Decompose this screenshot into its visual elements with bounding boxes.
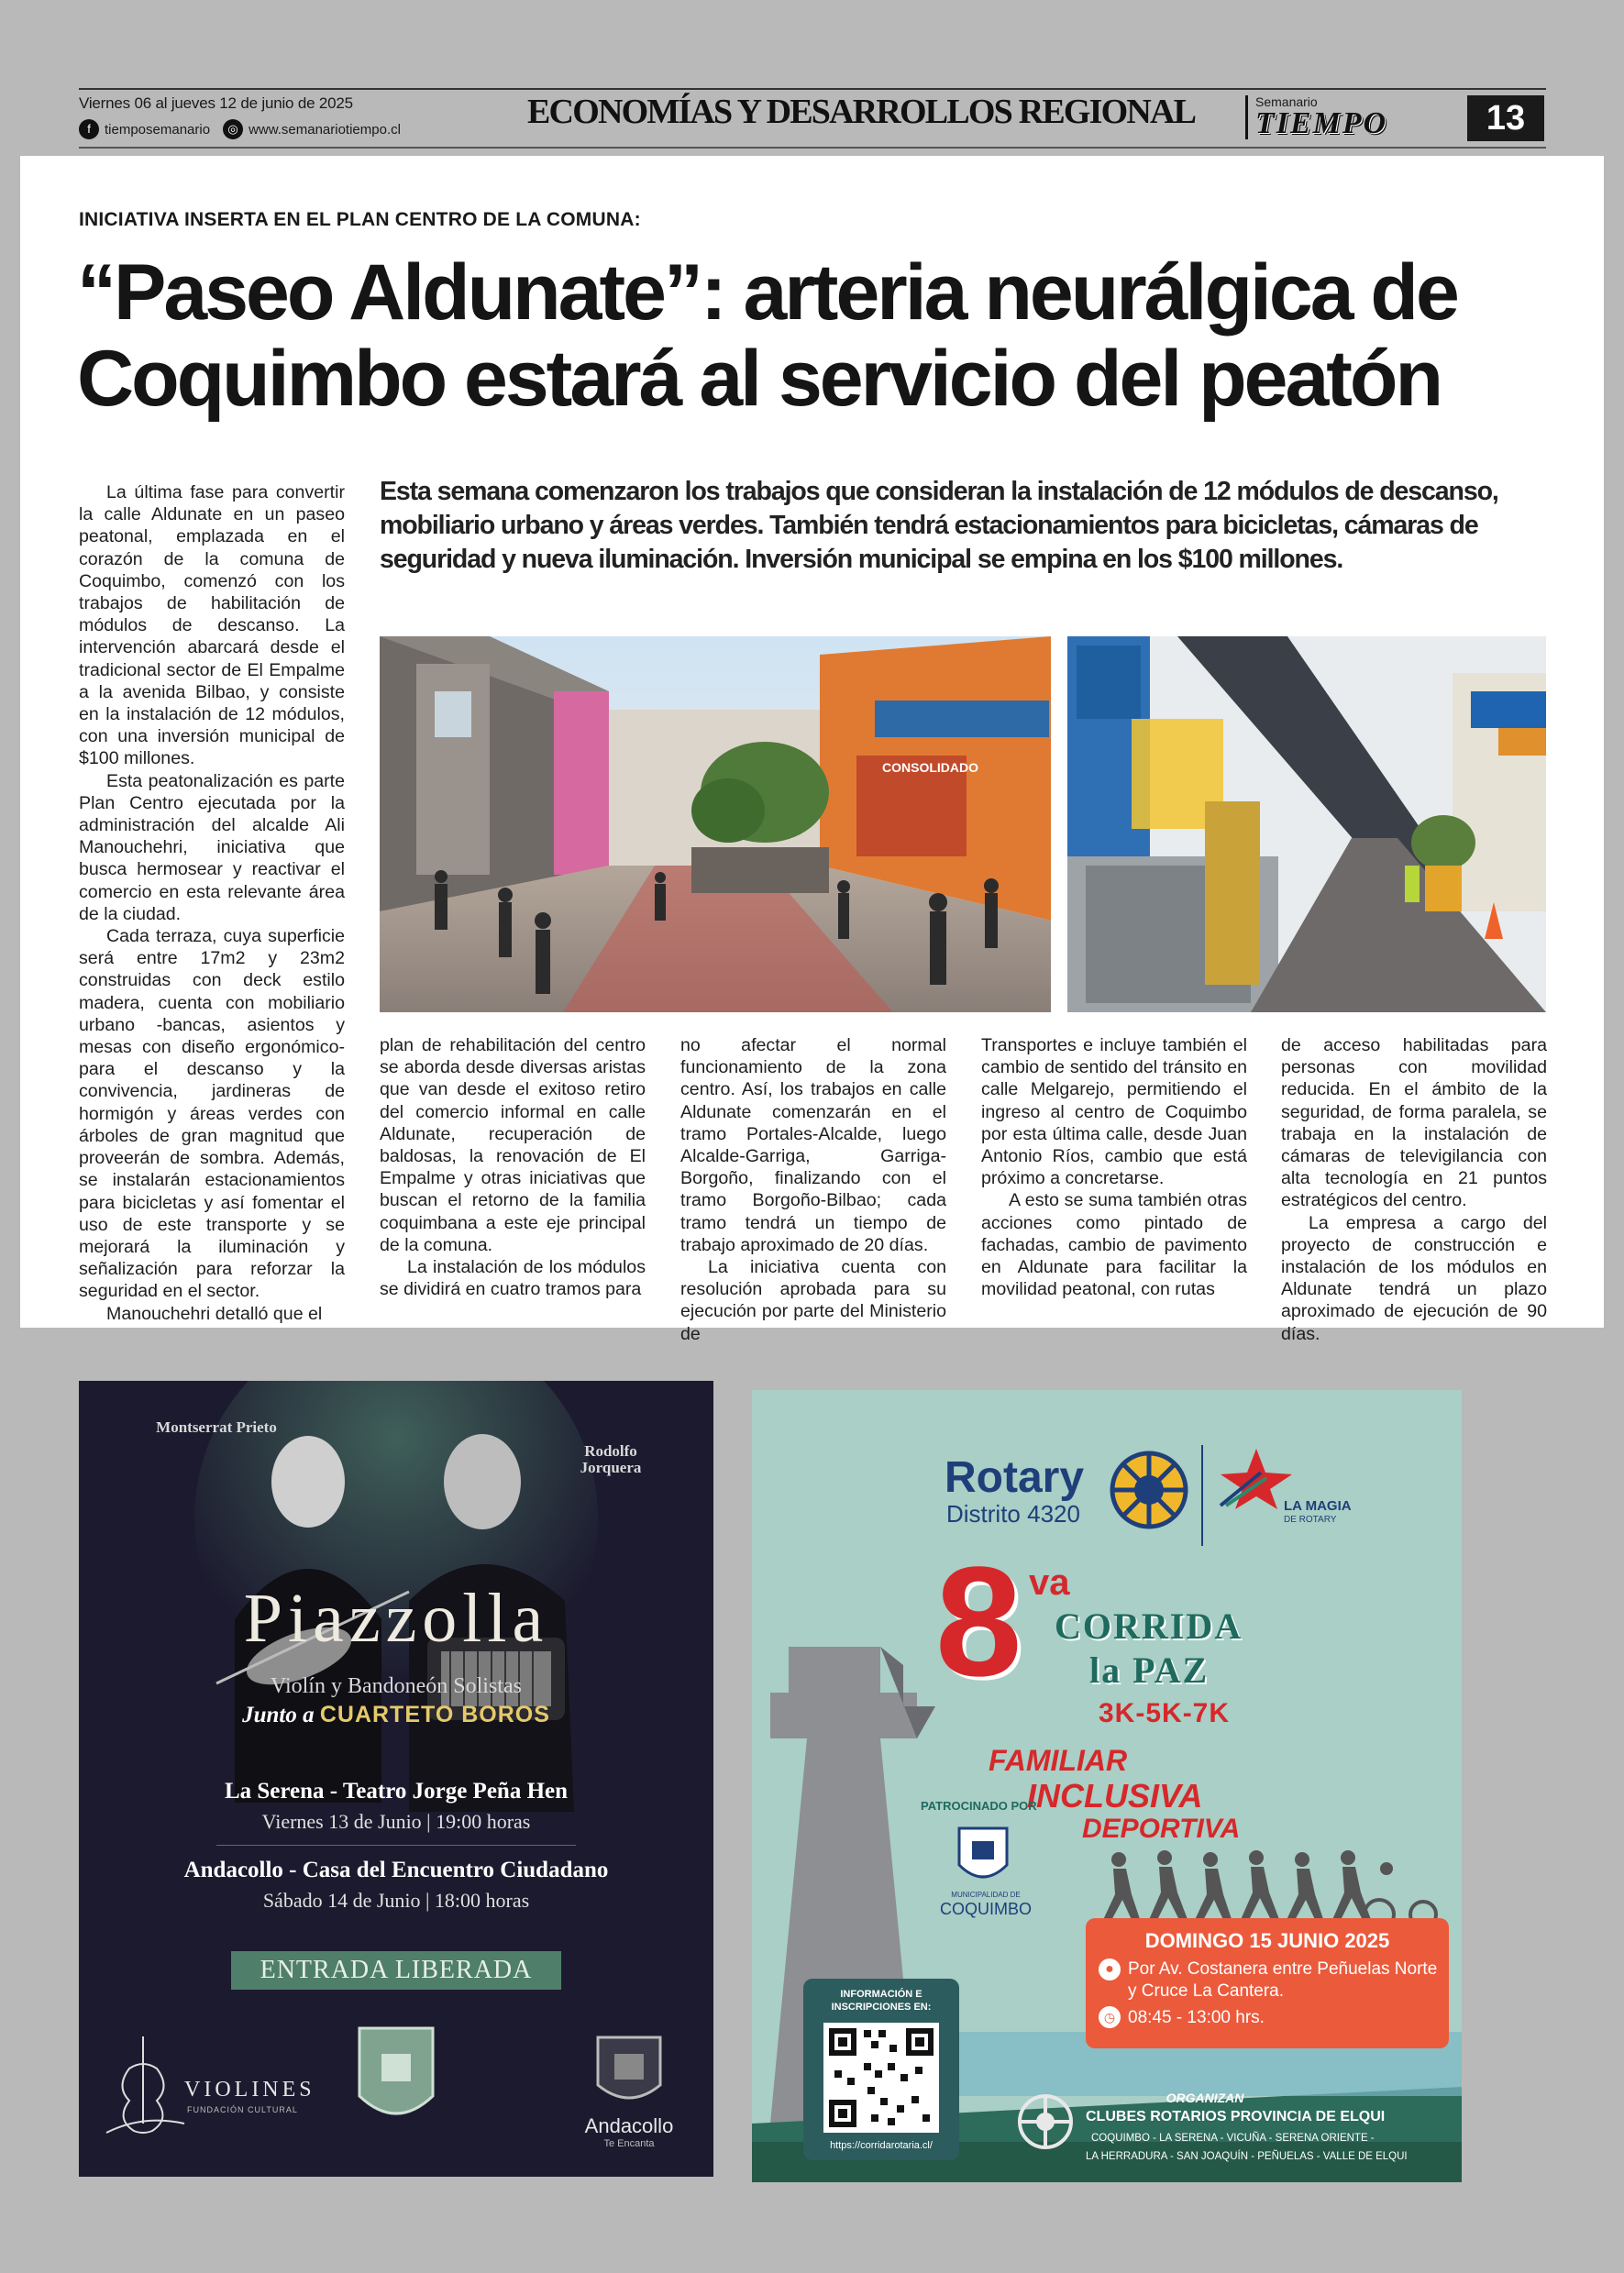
concert-title: Piazzolla (243, 1580, 549, 1657)
magia-label: LA MAGIA (1284, 1498, 1352, 1514)
event-title-2: la PAZ (1089, 1650, 1210, 1691)
clubs-line-1: COQUIMBO - LA SERENA - VICUÑA - SERENA ORIENTE - (1091, 2133, 1375, 2144)
rotary-logo-text: Rotary (945, 1453, 1085, 1502)
website-link[interactable]: ◎ www.semanariotiempo.cl (223, 119, 401, 139)
rotary-wheel-small-icon (1016, 2092, 1075, 2151)
ad-rotary-race[interactable] (752, 1390, 1462, 2182)
tag-familiar: FAMILIAR (989, 1744, 1128, 1777)
andacollo-logo: Andacollo (584, 2114, 674, 2137)
issue-date: Viernes 06 al jueves 12 de junio de 2025 (79, 94, 353, 112)
social-links (79, 119, 401, 139)
edition-ordinal: va (1029, 1562, 1070, 1603)
registration-url[interactable]: https://corridarotaria.cl/ (830, 2140, 933, 2151)
tag-deportiva: DEPORTIVA (1082, 1814, 1241, 1844)
paragraph: La iniciativa cuenta con resolución aprobada para su ejecución por parte del Ministerio de (680, 1257, 946, 1344)
shop-sign: CONSOLIDADO (882, 760, 978, 775)
magia-sub: DE ROTARY (1284, 1515, 1337, 1525)
violines-logo: VIOLINES (184, 2078, 315, 2102)
article-kicker: INICIATIVA INSERTA EN EL PLAN CENTRO DE LA COMUNA: (79, 209, 641, 230)
article-headline: “Paseo Aldunate”: arteria neurálgica de Coquimbo estará al servicio del peatón (77, 248, 1457, 423)
paragraph: La empresa a cargo del proyecto de construcción e instalación de los módulos en Aldunate tendrá un plazo aproximado de ejecución de 90 días. (1281, 1212, 1547, 1344)
event-time: 08:45 - 13:00 hrs. (1128, 2008, 1265, 2027)
article-column-4 (981, 1034, 1247, 1300)
andacollo-crest-icon (592, 2032, 666, 2113)
header-rule-top (79, 88, 1546, 90)
facebook-link[interactable]: f tiemposemanario (79, 119, 210, 139)
location-pin-icon: ● (1099, 1959, 1121, 1981)
tag-inclusiva: INCLUSIVA (1027, 1777, 1203, 1815)
clubs-line-2: LA HERRADURA - SAN JOAQUÍN - PEÑUELAS - VALLE DE ELQUI (1086, 2151, 1408, 2162)
paragraph: plan de rehabilitación del centro se aborda desde diversas aristas que van desde el exitoso retiro del comercio informal en calle Aldunate, recuperación de baldosas, la renovación de El Empalme y otras iniciativas que buscan el retorno de la familia coquimbana a este eje principal de la comuna. (380, 1035, 646, 1255)
page-number: 13 (1467, 95, 1544, 141)
qr-code-icon[interactable] (823, 2023, 939, 2133)
date-andacollo: Sábado 14 de Junio | 18:00 horas (262, 1889, 530, 1912)
event-title-1: CORRIDA (1055, 1605, 1243, 1647)
article-column-5 (1281, 1034, 1547, 1345)
rotary-wheel-icon (1108, 1449, 1190, 1531)
masthead-logo: Semanario TIEMPO (1245, 95, 1387, 139)
organizer-label: ORGANIZAN (1166, 2091, 1244, 2105)
event-location: Por Av. Costanera entre Peñuelas Norte y Cruce La Cantera. (1128, 1959, 1438, 2001)
violin-logo-icon (97, 2032, 189, 2142)
paragraph: Transportes e incluye también el cambio de sentido del tránsito en calle Melgarejo, permitiendo el ingreso al centro de Coquimbo por esta última calle, desde Juan Antonio Ríos, cambio que está próximo a concretarse. (981, 1035, 1247, 1189)
edition-number: 8 (935, 1535, 1022, 1709)
paragraph: La instalación de los módulos se dividirá en cuatro tramos para (380, 1257, 646, 1300)
article-column-1 (79, 481, 345, 1325)
article-column-2 (380, 1034, 646, 1300)
event-date: DOMINGO 15 JUNIO 2025 (1144, 1929, 1390, 1952)
concert-subtitle: Violín y Bandoneón Solistas (271, 1674, 522, 1698)
performer-violin: Montserrat Prieto (156, 1418, 277, 1436)
date-la-serena: Viernes 13 de Junio | 19:00 horas (261, 1810, 531, 1833)
coquimbo-crest-icon (956, 1825, 1011, 1891)
paragraph: A esto se suma también otras acciones como pintado de fachadas, cambio de pavimento en Aldunate para facilitar la movilidad peatonal, con rutas (981, 1190, 1247, 1300)
paragraph: La última fase para convertir la calle Aldunate en un paseo peatonal, emplazada en el corazón de la comuna de Coquimbo, comenzó con los trabajos de habilitación de módulos de descanso. La intervención abarcará desde el tradicional sector de El Empalme a la avenida Bilbao, y consiste en la instalación de 12 módulos, con una inversión municipal de $100 millones. (79, 482, 345, 769)
sponsor-name: COQUIMBO (939, 1900, 1032, 1918)
section-title: ECONOMÍAS Y DESARROLLOS REGIONAL (527, 93, 1196, 131)
paragraph: no afectar el normal funcionamiento de la zona centro. Así, los trabajos en calle Aldunate comenzarán en el tramo Portales-Alcalde, luego Alcalde-Garriga, Garriga-Borgoño, finalizando con el tramo Borgoño-Bilbao; cada tramo tendrá un tiempo de trabajo aproximado de 20 días. (680, 1035, 946, 1255)
globe-icon: ◎ (223, 119, 243, 139)
sponsor-small: MUNICIPALIDAD DE (951, 1891, 1021, 1899)
paragraph: Esta peatonalización es parte Plan Centro ejecutada por la administración del alcalde Ali Manouchehri, iniciativa que busca hermosear y reactivar el comercio en esta relevante área de la ciudad. (79, 770, 345, 924)
divider (216, 1845, 576, 1846)
venue-andacollo: Andacollo - Casa del Encuentro Ciudadano (183, 1858, 609, 1882)
paragraph: Manouchehri detalló que el (106, 1303, 323, 1324)
rotary-district: Distrito 4320 (946, 1500, 1080, 1528)
photo-paseo-rendering (380, 636, 1051, 1012)
venue-la-serena: La Serena - Teatro Jorge Peña Hen (224, 1779, 569, 1804)
paragraph: Cada terraza, cuya superficie será entre 17m2 y 23m2 construidas con deck estilo madera, cuenta con mobiliario urbano -bancas, asientos y mesas con diseño ergonómico- para el descanso y la convivencia, jardineras de hormigón y áreas verdes con árboles de gran magnitud que proveerán de sombra. Además, se instalarán estacionamientos para bicicletas y así fomentar el uso de este transporte y se mejorará la iluminación y señalización para reforzar la seguridad en el sector. (79, 926, 345, 1302)
ad-piazzolla-concert[interactable] (79, 1381, 713, 2177)
article-column-3 (680, 1034, 946, 1345)
photo-construction-works (1067, 636, 1546, 1012)
clock-icon: ◷ (1099, 2006, 1121, 2028)
paragraph: de acceso habilitadas para personas con movilidad reducida. En el ámbito de la seguridad, de forma paralela, se trabaja en la instalación de cámaras de televigilancia con alta tecnología en 21 puntos estratégicos del centro. (1281, 1035, 1547, 1211)
article-deck: Esta semana comenzaron los trabajos que consideran la instalación de 12 módulos de descanso, mobiliario urbano y áreas verdes. También tendrá estacionamientos para bicicletas, cámaras de seguridad y nueva iluminación. Inversión municipal se empina en los $100 millones. (380, 477, 1498, 574)
organizer-name: CLUBES ROTARIOS PROVINCIA DE ELQUI (1086, 2109, 1386, 2124)
logo-divider (1201, 1445, 1203, 1546)
school-crest-icon (354, 2023, 438, 2133)
event-distances: 3K-5K-7K (1099, 1698, 1231, 1728)
andacollo-logo-sub: Te Encanta (603, 2138, 655, 2149)
concert-ensemble: Junto a CUARTETO BOROS (242, 1702, 550, 1727)
info-label: INFORMACIÓN E INSCRIPCIONES EN: (831, 1989, 932, 2013)
header-rule-bottom (79, 147, 1546, 149)
free-entry-badge: ENTRADA LIBERADA (231, 1951, 561, 1990)
facebook-icon: f (79, 119, 99, 139)
performer-bandoneon: Rodolfo Jorquera (580, 1442, 642, 1476)
sponsor-label: PATROCINADO POR (921, 1799, 1037, 1813)
violines-logo-sub: FUNDACIÓN CULTURAL (187, 2105, 298, 2114)
